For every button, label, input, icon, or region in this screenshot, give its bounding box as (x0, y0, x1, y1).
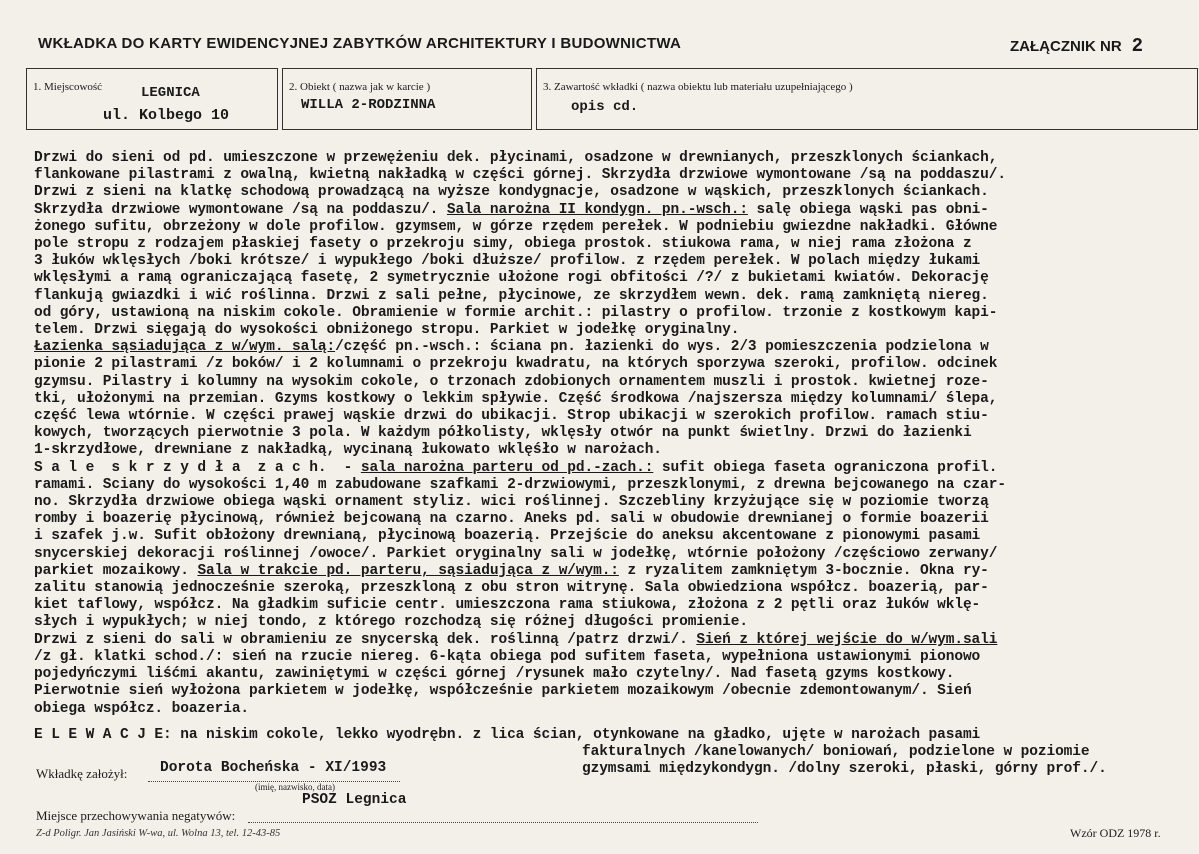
section-heading: sala narożna parteru od pd.-zach.: (360, 459, 654, 476)
text-span: z ryzalitem zamkniętym 3-bocznie. Okna ry- (618, 562, 989, 579)
text-line: tki, ułożonymi na przemian. Gzyms kostkowy o lekkim spływie. Część środkowa /najszersza między kolumnami/ ślepa, (34, 390, 998, 407)
text-span: sufit obiega faseta ograniczona profil. (653, 459, 998, 476)
text-span: parkiet mozaikowy. (34, 562, 198, 579)
object-box (282, 68, 532, 130)
text-line: od góry, ustawioną na niskim cokole. Obramienie w formie archit.: pilastry o profilow. trzonie z kostkowym kapi- (34, 304, 998, 321)
text-line (34, 202, 1194, 219)
text-span: S a l e s k r z y d ł a z a c h. - (34, 459, 361, 476)
text-line: flankowane pilastrami z owalną, kwietną nakładką w części górnej. Skrzydła drzwiowe wymontowane /są na poddaszu/. (34, 167, 1006, 184)
text-line: wklęsłymi a ramą ograniczającą fasetę, 2 symetrycznie ułożone rogi obfitości /?/ z bukietami kwiatów. Dekorację (34, 270, 989, 287)
author-value: Dorota Bocheńska - XI/1993 (160, 760, 387, 776)
locality-label: 1. Miejscowość (33, 81, 103, 93)
author-label: Wkładkę założył: (36, 766, 128, 781)
object-value: WILLA 2-RODZINNA (301, 97, 436, 113)
text-line: kiet taflowy, współcz. Na gładkim suficie centr. umieszczona rama stiukowa, złożona z 2 pętli oraz łuków wklę- (34, 597, 981, 614)
text-line: kowych, tworzących pierwotnie 3 pola. W każdym półkolisty, wklęsły otwór na punkt świetlny. Drzwi do łazienki (34, 425, 972, 442)
object-label: 2. Obiekt ( nazwa jak w karcie ) (289, 81, 431, 93)
form-title: WKŁADKA DO KARTY EWIDENCYJNEJ ZABYTKÓW ARCHITEKTURY I BUDOWNICTWA (38, 35, 682, 52)
text-line: 1-skrzydłowe, drewniane z nakładką, wycinaną łukowato wklęśło w narożach. (34, 442, 662, 459)
text-line: i szafek j.w. Sufit obłożony drewnianą, płycinową boazerią. Przejście do aneksu akcentowane z pionowymi pasami (34, 528, 981, 545)
text-line: gzymsu. Pilastry i kolumny na wysokim cokole, o trzonach zdobionych ornamentem muszli i prostok. kwietnej roze- (34, 373, 989, 390)
text-line: no. Skrzydła drzwiowe obiega wąski ornament styliz. wici roślinnej. Szczebliny krzyżujące się w poziomie tworzą (34, 494, 989, 511)
text-span: /część pn.-wsch.: ściana pn. łazienki do wys. 2/3 pomieszczenia podzielona w (335, 339, 989, 356)
content-box (536, 68, 1198, 130)
text-line: pole stropu z rodzajem płaskiej fasety o przekroju simy, obiega prostok. stiukowa rama, w niej rama złożona z (34, 236, 972, 253)
section-heading: Sień z której wejście do w/wym.sali (696, 631, 998, 648)
content-label: 3. Zawartość wkładki ( nazwa obiektu lub materiału uzupełniającego ) (543, 81, 853, 93)
attachment-label (1010, 35, 1143, 57)
section-heading: Sala w trakcie pd. parteru, sąsiadująca z w/wym.: (197, 562, 619, 579)
description-text (34, 150, 1194, 778)
institution: PSOZ Legnica (302, 792, 407, 808)
negatives-label: Miejsce przechowywania negatywów: (36, 808, 236, 823)
attachment-label-text: ZAŁĄCZNIK NR (1010, 38, 1122, 55)
text-line: pojedyńczymi liśćmi akantu, zawiniętymi w części górnej /rysunek mało czytelny/. Nad fasetą gzyms kostkowy. (34, 666, 955, 683)
printer-info: Z-d Poligr. Jan Jasiński W-wa, ul. Wolna 13, tel. 12-43-85 (36, 828, 281, 839)
text-line: E L E W A C J E: na niskim cokole, lekko wyodrębn. z lica ścian, otynkowane na gładko, ujęte w narożach pasami (34, 726, 981, 743)
form-reference: Wzór ODZ 1978 r. (1070, 826, 1161, 840)
text-line: Pierwotnie sień wyłożona parkietem w jodełkę, współcześnie parkietem mozaikowym /obecnie zdemontowanym/. Sień (34, 683, 972, 700)
text-line (34, 339, 1194, 356)
section-heading: Sala narożna II kondygn. pn.-wsch.: (446, 201, 748, 218)
negatives-line (248, 822, 758, 823)
content-value: opis cd. (571, 99, 639, 115)
locality-street: ul. Kolbego 10 (103, 107, 230, 124)
text-line: /z gł. klatki schod./: sień na rzucie niereg. 6-kąta obiega pod sufitem faseta, wypełniona ustawionymi pionowo (34, 648, 981, 665)
text-line: 3 łuków wklęsłych /boki krótsze/ i wypukłego /boki dłuższe/ profilow. z rzędem perełek. W polach między łukami (34, 253, 981, 270)
text-line: żonego sufitu, obrzeżony w dole profilow. gzymsem, w górze rzędem perełek. W podniebiu gwiezdne nakładki. Główne (34, 218, 998, 235)
text-line: ramami. Sciany do wysokości 1,40 m zabudowane szafkami 2-drzwiowymi, przeszklonymi, z drewna bejcowanego na czar- (34, 476, 1006, 493)
text-line (34, 460, 1194, 477)
text-line: telem. Drzwi sięgają do wysokości obniżonego stropu. Parkiet w jodełkę oryginalny. (34, 322, 740, 339)
locality-city: LEGNICA (141, 85, 200, 101)
text-line: obiega współcz. boazeria. (34, 700, 250, 717)
text-line: zalitu stanowią jednocześnie szeroką, przeszkloną z obu stron witrynę. Sala obwiedziona współcz. boazerią, par- (34, 580, 989, 597)
section-heading: Łazienka sąsiadująca z w/wym. salą: (34, 339, 336, 356)
text-line: fakturalnych /kanelowanych/ boniowań, podzielone w poziomie (582, 743, 1090, 760)
text-line (34, 632, 1194, 649)
text-line: część lewa wtórnie. W części prawej wąskie drzwi do ubikacji. Strop ubikacji w szerokich profilow. ramach stiu- (34, 408, 989, 425)
text-line: gzymsami międzykondygn. /dolny szeroki, płaski, górny prof./. (582, 761, 1107, 778)
text-line: pionie 2 pilastrami /z boków/ i 2 kolumnami o przekroju kwadratu, na których sporzywa szeroki, profilow. odcinek (34, 356, 998, 373)
text-line: Drzwi do sieni od pd. umieszczone w przewężeniu dek. płycinami, osadzone w drewnianych, przeszklonych ściankach, (34, 150, 998, 166)
text-line: Drzwi z sieni na klatkę schodową prowadzącą na wyższe kondygnacje, osadzone w wąskich, przeszklonych ściankach. (34, 184, 989, 201)
attachment-number: 2 (1131, 35, 1144, 57)
text-line (34, 563, 1194, 580)
text-line: romby i boazerię płycinową, również bejcowaną na czarno. Aneks pd. sali w obudowie drewnianej o formie boazerii (34, 511, 989, 528)
text-line: słych i wypukłych; w niej tondo, z którego rozchodzą się różnej długości promienie. (34, 614, 748, 631)
text-span: Drzwi z sieni do sali w obramieniu ze snycerską dek. roślinną /patrz drzwi/. (34, 631, 697, 648)
author-caption: (imię, nazwisko, data) (255, 782, 335, 792)
locality-box (26, 68, 278, 130)
text-span: Skrzydła drzwiowe wymontowane /są na poddaszu/. (34, 201, 447, 218)
text-line: snycerskiej dekoracji roślinnej /owoce/. Parkiet oryginalny sali w jodełkę, wtórnie położony /częściowo zerwany/ (34, 545, 998, 562)
text-line: flankują gwiazdki i wić roślinna. Drzwi z sali pełne, płycinowe, ze skrzydłem wewn. dek. ramą zamkniętą niereg. (34, 287, 989, 304)
text-span: salę obiega wąski pas obni- (747, 201, 989, 218)
